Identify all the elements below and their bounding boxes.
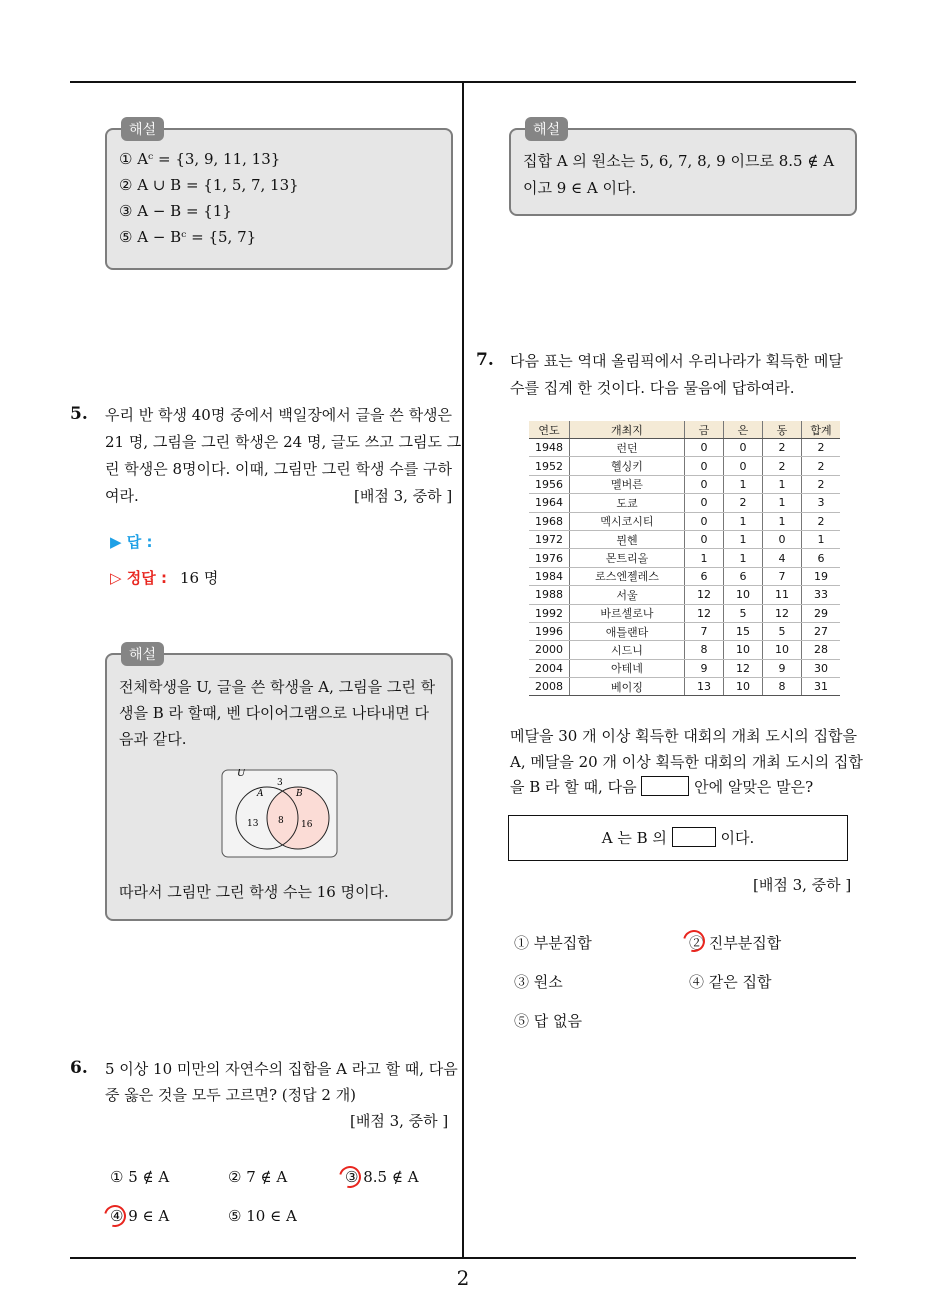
q6-solution-box [509,122,857,216]
cell-gold: 0 [685,494,724,512]
cell-silver: 10 [724,586,763,604]
cell-gold: 8 [685,641,724,659]
cell-gold: 0 [685,512,724,530]
correct-answer-value: 16 명 [180,569,219,587]
cell-silver: 1 [724,475,763,493]
table-row [529,494,840,512]
cell-city: 도쿄 [570,494,685,512]
venn-outside-count: 3 [277,778,283,788]
cell-bronze: 1 [763,494,802,512]
question-7-text-post: 안에 알맞은 말은? [694,778,814,796]
q7-option-5[interactable]: ⑤ 답 없음 [514,1012,583,1030]
cell-gold: 9 [685,659,724,677]
cell-year: 1948 [529,439,570,457]
cell-silver: 1 [724,530,763,548]
cell-city: 바르셀로나 [570,604,685,622]
cell-bronze: 10 [763,641,802,659]
cell-bronze: 4 [763,549,802,567]
solution-line: ③ A − B = {1} [119,202,232,220]
cell-gold: 0 [685,475,724,493]
solution-line: 생을 B 라 할때, 벤 다이어그램으로 나타내면 다 [119,704,429,722]
question-5-score: [배점 3, 중하 ] [354,487,453,505]
fill-in-sentence-box [508,815,848,861]
question-7-text: 메달을 30 개 이상 획득한 대회의 개최 도시의 집합을 [510,727,858,745]
cell-year: 1956 [529,475,570,493]
q7-option-3[interactable]: ③ 원소 [514,973,563,991]
cell-silver: 10 [724,678,763,696]
table-row [529,530,840,548]
table-row [529,622,840,640]
cell-year: 2004 [529,659,570,677]
q6-selected-mark-4 [100,1201,130,1231]
cell-year: 1964 [529,494,570,512]
question-7-text: 다음 표는 역대 올림픽에서 우리나라가 획득한 메달 [510,352,843,370]
cell-city: 시드니 [570,641,685,659]
solution-line: 이고 9 ∈ A 이다. [523,179,637,197]
solution-line: ⑤ A − Bᶜ = {5, 7} [119,228,257,246]
sentence-pre: A 는 B 의 [601,829,667,847]
cell-gold: 12 [685,586,724,604]
question-6-text: 중 옳은 것을 모두 고르면? (정답 2 개) [105,1086,357,1104]
solution-line: ① Aᶜ = {3, 9, 11, 13} [119,150,281,168]
cell-year: 2008 [529,678,570,696]
cell-total: 2 [802,475,841,493]
cell-total: 3 [802,494,841,512]
solution-tag: 해설 [121,117,164,141]
cell-silver: 10 [724,641,763,659]
column-divider [462,82,464,1258]
question-7-text-pre: 을 B 라 할 때, 다음 [510,778,637,796]
cell-silver: 0 [724,457,763,475]
venn-set-b-label: B [296,789,303,799]
cell-bronze: 2 [763,439,802,457]
venn-set-a-label: A [257,789,264,799]
cell-city: 애틀랜타 [570,622,685,640]
cell-city: 몬트리올 [570,549,685,567]
q6-option-3[interactable]: ③ 8.5 ∉ A [345,1168,419,1186]
venn-both-count: 8 [278,816,284,826]
cell-gold: 0 [685,530,724,548]
cell-silver: 0 [724,439,763,457]
solution-line: 집합 A 의 원소는 5, 6, 7, 8, 9 이므로 8.5 ∉ A [523,152,835,170]
q6-option-2[interactable]: ② 7 ∉ A [228,1168,288,1186]
solution-line: 음과 같다. [119,730,187,748]
col-header-gold: 금 [685,421,724,439]
cell-silver: 2 [724,494,763,512]
table-row [529,604,840,622]
question-5-text: 여라. [105,487,139,505]
cell-total: 30 [802,659,841,677]
medal-table [529,421,840,696]
correct-answer-label: ▷ 정답 : [110,569,167,587]
cell-gold: 7 [685,622,724,640]
cell-bronze: 11 [763,586,802,604]
cell-city: 멕시코시티 [570,512,685,530]
question-5-text: 21 명, 그림을 그린 학생은 24 명, 글도 쓰고 그림도 그 [105,433,462,451]
cell-city: 베이징 [570,678,685,696]
cell-bronze: 7 [763,567,802,585]
table-row [529,549,840,567]
table-row [529,659,840,677]
venn-only-a-count: 13 [247,819,259,829]
cell-bronze: 5 [763,622,802,640]
venn-diagram [221,769,339,859]
q6-selected-mark-3 [335,1162,365,1192]
cell-total: 2 [802,512,841,530]
cell-city: 런던 [570,439,685,457]
cell-silver: 15 [724,622,763,640]
cell-city: 뮌헨 [570,530,685,548]
col-header-bronze: 동 [763,421,802,439]
cell-total: 33 [802,586,841,604]
cell-city: 아테네 [570,659,685,677]
table-row [529,567,840,585]
blank-box [641,776,689,796]
cell-bronze: 12 [763,604,802,622]
q6-option-1[interactable]: ① 5 ∉ A [110,1168,170,1186]
solution-tag: 해설 [121,642,164,666]
cell-gold: 0 [685,439,724,457]
question-6-number: 6. [70,1058,88,1078]
solution-tag: 해설 [525,117,568,141]
col-header-silver: 은 [724,421,763,439]
col-header-city: 개최지 [570,421,685,439]
q4-solution-box [105,122,453,270]
sentence-post: 이다. [720,829,755,847]
table-row [529,586,840,604]
cell-city: 서울 [570,586,685,604]
q6-option-4[interactable]: ④ 9 ∈ A [110,1207,170,1225]
cell-silver: 6 [724,567,763,585]
question-6-text: 5 이상 10 미만의 자연수의 집합을 A 라고 할 때, 다음 [105,1060,458,1078]
cell-year: 1972 [529,530,570,548]
answer-label: ▶ 답 : [110,533,153,551]
cell-silver: 12 [724,659,763,677]
cell-silver: 1 [724,549,763,567]
question-5-number: 5. [70,404,88,424]
cell-gold: 13 [685,678,724,696]
cell-year: 1988 [529,586,570,604]
cell-city: 로스엔젤레스 [570,567,685,585]
q5-solution-box [105,647,453,921]
table-row [529,457,840,475]
table-row [529,641,840,659]
table-row [529,512,840,530]
cell-gold: 0 [685,457,724,475]
cell-silver: 5 [724,604,763,622]
q7-option-2[interactable]: ② 진부분집합 [689,934,782,952]
cell-year: 1976 [529,549,570,567]
cell-bronze: 1 [763,512,802,530]
q7-option-1[interactable]: ① 부분집합 [514,934,592,952]
cell-bronze: 2 [763,457,802,475]
cell-total: 28 [802,641,841,659]
cell-total: 31 [802,678,841,696]
col-header-total: 합계 [802,421,841,439]
table-header-row [529,421,840,439]
cell-city: 멜버른 [570,475,685,493]
venn-only-b-count: 16 [301,820,313,830]
solution-line: 전체학생을 U, 글을 쓴 학생을 A, 그림을 그린 학 [119,678,436,696]
cell-year: 1952 [529,457,570,475]
question-7-text: A, 메달을 20 개 이상 획득한 대회의 개최 도시의 집합 [510,753,863,771]
solution-conclusion: 따라서 그림만 그린 학생 수는 16 명이다. [119,883,389,901]
solution-line: ② A ∪ B = {1, 5, 7, 13} [119,176,299,194]
question-5-text: 우리 반 학생 40명 중에서 백일장에서 글을 쓴 학생은 [105,406,453,424]
cell-total: 27 [802,622,841,640]
cell-year: 1968 [529,512,570,530]
table-row [529,439,840,457]
cell-year: 1996 [529,622,570,640]
cell-total: 1 [802,530,841,548]
cell-bronze: 9 [763,659,802,677]
cell-total: 19 [802,567,841,585]
bottom-rule [70,1257,856,1259]
question-5-text: 린 학생은 8명이다. 이때, 그림만 그린 학생 수를 구하 [105,460,453,478]
table-row [529,475,840,493]
question-6-score: [배점 3, 중하 ] [350,1112,449,1130]
question-7-text [510,776,813,797]
cell-bronze: 1 [763,475,802,493]
cell-year: 1992 [529,604,570,622]
question-7-score: [배점 3, 중하 ] [753,876,852,894]
cell-gold: 1 [685,549,724,567]
cell-bronze: 0 [763,530,802,548]
table-row [529,678,840,696]
cell-year: 2000 [529,641,570,659]
q7-option-4[interactable]: ④ 같은 집합 [689,973,772,991]
question-7-text: 수를 집계 한 것이다. 다음 물음에 답하여라. [510,379,795,397]
cell-bronze: 8 [763,678,802,696]
question-7-number: 7. [476,350,494,370]
cell-city: 헬싱키 [570,457,685,475]
venn-universe-label: U [237,769,246,779]
cell-total: 2 [802,457,841,475]
sentence-blank-box [672,827,716,847]
cell-total: 6 [802,549,841,567]
cell-gold: 6 [685,567,724,585]
cell-total: 29 [802,604,841,622]
cell-year: 1984 [529,567,570,585]
cell-total: 2 [802,439,841,457]
q6-option-5[interactable]: ⑤ 10 ∈ A [228,1207,297,1225]
cell-gold: 12 [685,604,724,622]
col-header-year: 연도 [529,421,570,439]
cell-silver: 1 [724,512,763,530]
page-number: 2 [456,1266,470,1290]
